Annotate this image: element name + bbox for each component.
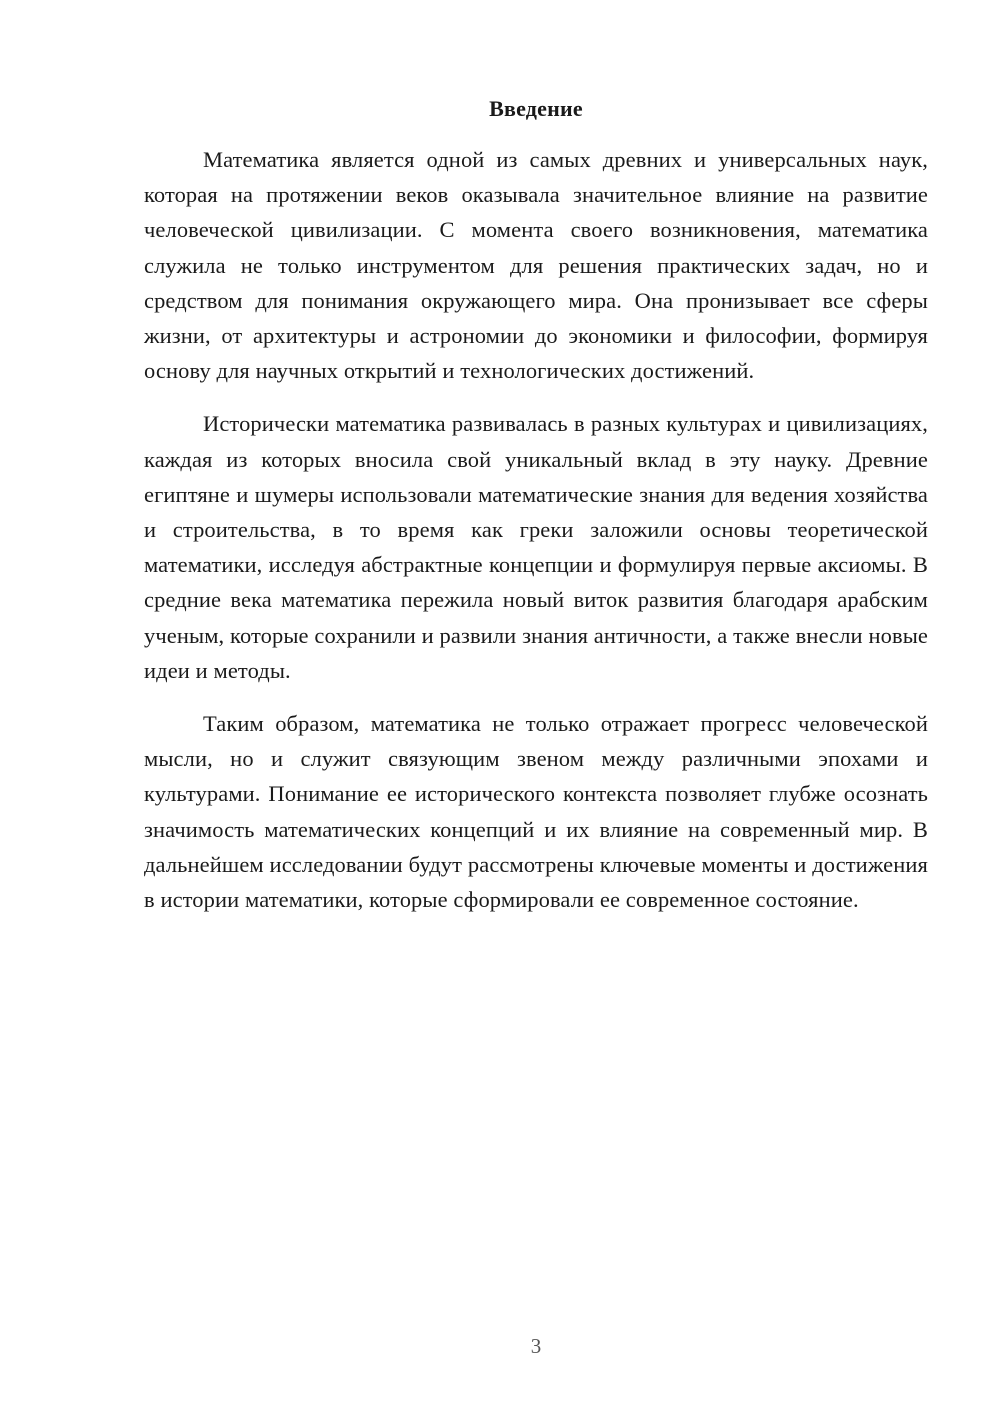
body-text: [144, 142, 928, 935]
paragraph-2: Исторически математика развивалась в разных культурах и цивилизациях, каждая из которых вносила свой уникальный вклад в эту науку. Древние египтяне и шумеры использовали математические знания для ведения хозяйства и строительства, в то время как греки заложили основы теоретической математики, исследуя абстрактные концепции и формулируя первые аксиомы. В средние века математика пережила новый виток развития благодаря арабским ученым, которые сохранили и развили знания античности, а также внесли новые идеи и методы.: [144, 411, 928, 683]
paragraph-1: Математика является одной из самых древних и универсальных наук, которая на протяжении веков оказывала значительное влияние на развитие человеческой цивилизации. С момента своего возникновения, математика служила не только инструментом для решения практических задач, но и средством для понимания окружающего мира. Она пронизывает все сферы жизни, от архитектуры и астрономии до экономики и философии, формируя основу для научных открытий и технологических достижений.: [144, 147, 928, 384]
section-heading: Введение: [489, 96, 583, 121]
paragraph-3: Таким образом, математика не только отражает прогресс человеческой мысли, но и служит связующим звеном между различными эпохами и культурами. Понимание ее исторического контекста позволяет глубже осознать значимость математических концепций и их влияние на современный мир. В дальнейшем исследовании будут рассмотрены ключевые моменты и достижения в истории математики, которые сформировали ее современное состояние.: [144, 711, 928, 913]
page-number: 3: [530, 1334, 542, 1358]
